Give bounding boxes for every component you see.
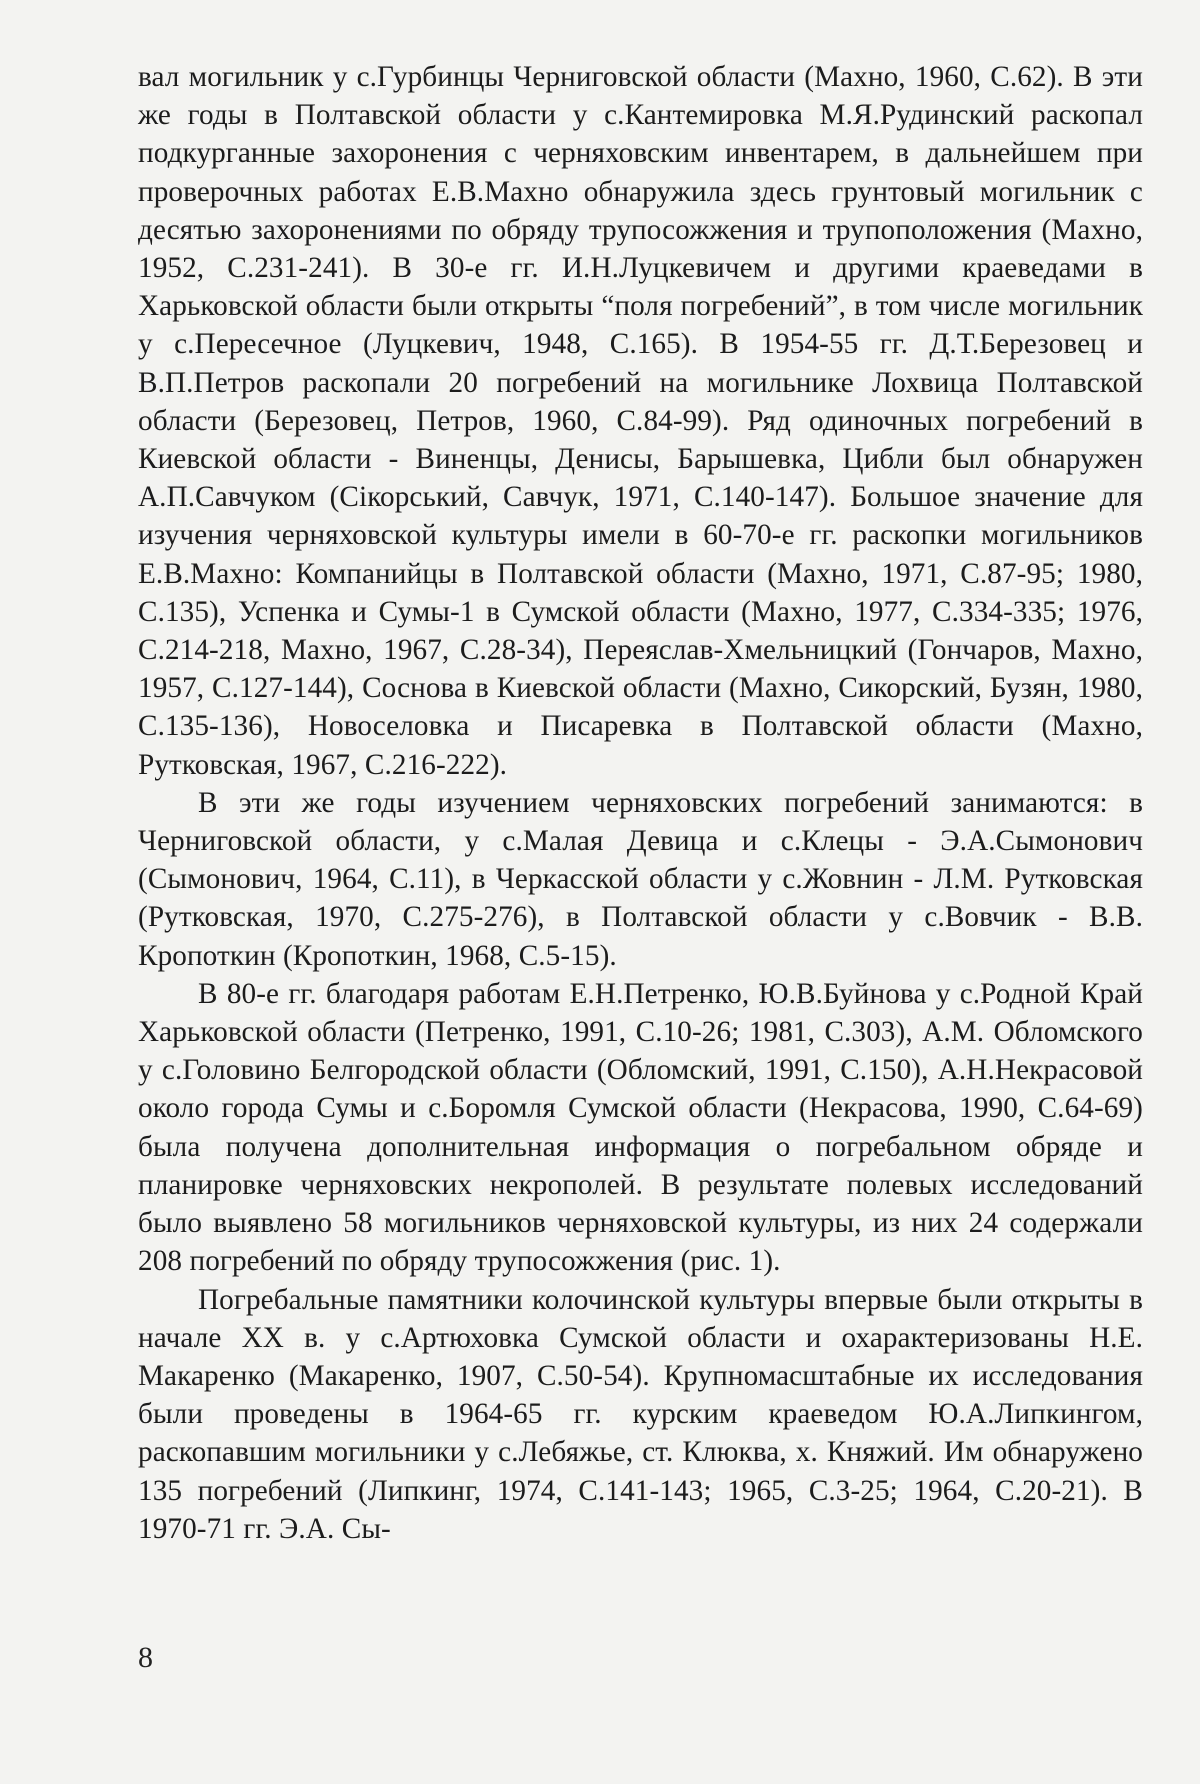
paragraph-3: В 80-е гг. благодаря работам Е.Н.Петренко, Ю.В.Буйнова у с.Родной Край Харьковской области (Петренко, 1991, С.10-26; 1981, С.303), А.М. Обломского у с.Головино Белгородской области (Обломский, 1991, С.150), А.Н.Некрасовой около города Сумы и с.Боромля Сумской области (Некрасова, 1990, С.64-69) была получена дополнительная информация о погребальном обряде и планировке черняховских некрополей. В результате полевых исследований было выявлено 58 могильников черняховской культуры, из них 24 содержали 208 погребений по обряду трупосожжения (рис. 1). [138,977,1143,1278]
paragraph-2: В эти же годы изучением черняховских погребений занимаются: в Черниговской области, у с.Малая Девица и с.Клецы - Э.А.Сымонович (Сымонович, 1964, С.11), в Черкасской области у с.Жовнин - Л.М. Рутковская (Рутковская, 1970, С.275-276), в Полтавской области у с.Вовчик - В.В. Кропоткин (Кропоткин, 1968, С.5-15). [138,786,1143,972]
page-number: 8 [138,1641,153,1674]
paragraph-1: вал могильник у с.Гурбинцы Черниговской области (Махно, 1960, С.62). В эти же годы в Полтавской области у с.Кантемировка М.Я.Рудинский раскопал подкурганные захоронения с черняховским инвентарем, в дальнейшем при проверочных работах Е.В.Махно обнаружила здесь грунтовый могильник с десятью захоронениями по обряду трупосожжения и трупоположения (Махно, 1952, С.231-241). В 30-е гг. И.Н.Луцкевичем и другими краеведами в Харьковской области были открыты “поля погребений”, в том числе могильник у с.Пересечное (Луцкевич, 1948, С.165). В 1954-55 гг. Д.Т.Березовец и В.П.Петров раскопали 20 погребений на могильнике Лохвица Полтавской области (Березовец, Петров, 1960, С.84-99). Ряд одиночных погребений в Киевской области - Виненцы, Денисы, Барышевка, Цибли был обнаружен А.П.Савчуком (Сікорський, Савчук, 1971, С.140-147). Большое значение для изучения черняховской культуры имели в 60-70-е гг. раскопки могильников Е.В.Махно: Компанийцы в Полтавской области (Махно, 1971, С.87-95; 1980, С.135), Успенка и Сумы-1 в Сумской области (Махно, 1977, С.334-335; 1976, С.214-218, Махно, 1967, С.28-34), Переяслав-Хмельницкий (Гончаров, Махно, 1957, С.127-144), Соснова в Киевской области (Махно, Сикорский, Бузян, 1980, С.135-136), Новоселовка и Писаревка в Полтавской области (Махно, Рутковская, 1967, С.216-222). [138,61,1143,781]
body-text [138,58,1143,1548]
paragraph-4: Погребальные памятники колочинской культуры впервые были открыты в начале XX в. у с.Артюховка Сумской области и охарактеризованы Н.Е. Макаренко (Макаренко, 1907, С.50-54). Крупномасштабные их исследования были проведены в 1964-65 гг. курским краеведом Ю.А.Липкингом, раскопавшим могильники у с.Лебяжье, ст. Клюква, х. Княжий. Им обнаружено 135 погребений (Липкинг, 1974, С.141-143; 1965, С.3-25; 1964, С.20-21). В 1970-71 гг. Э.А. Сы- [138,1283,1143,1545]
